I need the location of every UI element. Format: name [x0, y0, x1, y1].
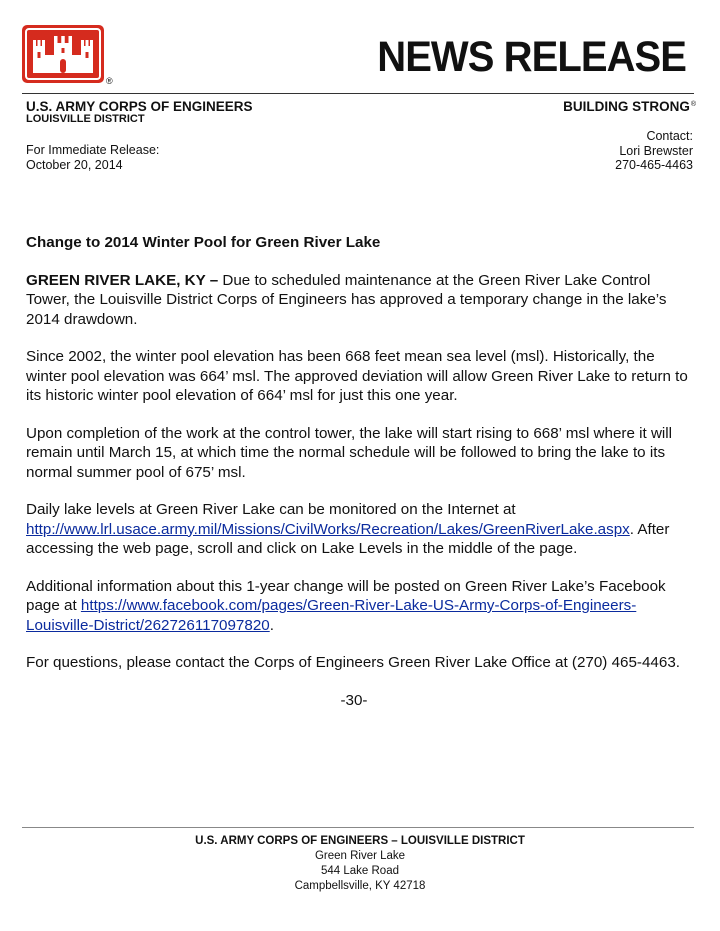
lake-levels-link[interactable]: http://www.lrl.usace.army.mil/Missions/CivilWorks/Recreation/Lakes/GreenRiverLake.aspx — [26, 520, 630, 538]
page-title: NEWS RELEASE — [377, 33, 686, 81]
tagline-text: BUILDING STRONG — [563, 99, 690, 114]
dateline: GREEN RIVER LAKE, KY – — [26, 271, 219, 289]
paragraph-4-text: Daily lake levels at Green River Lake can be monitored on the Internet at — [26, 501, 516, 518]
footer-street: 544 Lake Road — [320, 865, 399, 877]
facebook-page-link[interactable]: https://www.facebook.com/pages/Green-River-Lake-US-Army-Corps-of-Engineers-Louisville-District/262726117097820 — [26, 597, 637, 634]
paragraph-6: For questions, please contact the Corps of Engineers Green River Lake Office at (270) 465-4463. — [26, 654, 680, 671]
registered-mark: ® — [106, 76, 113, 86]
tagline — [563, 100, 696, 114]
paragraph-1-text: Due to scheduled maintenance at the Green River Lake Control Tower, the Louisville District Corps of Engineers has approved a temporary change in the lake’s 2014 drawdown. — [26, 271, 667, 328]
organization-name: U.S. ARMY CORPS OF ENGINEERS — [26, 99, 253, 114]
contact-block — [615, 129, 693, 173]
footer-city: Campbellsville, KY 42718 — [294, 880, 426, 892]
paragraph-5-text: Additional information about this 1-year change will be posted on Green River Lake’s Facebook page at — [26, 577, 666, 614]
tagline-registered-mark: ® — [690, 100, 696, 108]
headline: Change to 2014 Winter Pool for Green River Lake — [26, 234, 381, 251]
paragraph-1 — [26, 271, 696, 330]
paragraph-5-text-after: . — [269, 616, 274, 634]
contact-label: Contact: — [646, 129, 693, 143]
release-body — [26, 233, 696, 710]
footer-office: Green River Lake — [314, 850, 406, 862]
paragraph-4 — [26, 500, 696, 559]
release-info — [26, 143, 159, 173]
end-mark: -30- — [340, 691, 368, 709]
release-label: For Immediate Release: — [26, 143, 160, 157]
district-name: LOUISVILLE DISTRICT — [26, 113, 145, 125]
paragraph-2: Since 2002, the winter pool elevation has been 668 feet mean sea level (msl). Historically, the winter pool elevation was 664’ msl. The approved deviation will allow Green River Lake to return to its historic winter pool elevation of 664’ msl for just this one year. — [26, 348, 688, 404]
footer — [0, 834, 720, 894]
footer-divider — [22, 827, 694, 828]
contact-name: Lori Brewster — [619, 143, 693, 158]
contact-phone: 270-465-4463 — [615, 158, 693, 172]
header-divider — [22, 93, 694, 94]
footer-organization: U.S. ARMY CORPS OF ENGINEERS – LOUISVILLE DISTRICT — [195, 835, 525, 847]
paragraph-4-text-after: . After accessing the web page, scroll and click on Lake Levels in the middle of the page. — [26, 520, 670, 557]
castle-icon — [22, 25, 104, 83]
paragraph-5 — [26, 577, 696, 636]
paragraph-3: Upon completion of the work at the control tower, the lake will start rising to 668’ msl where it will remain until March 15, at which time the normal schedule will be followed to bring the lake to its normal summer pool of 675’ msl. — [26, 424, 673, 481]
release-date: October 20, 2014 — [26, 158, 123, 172]
